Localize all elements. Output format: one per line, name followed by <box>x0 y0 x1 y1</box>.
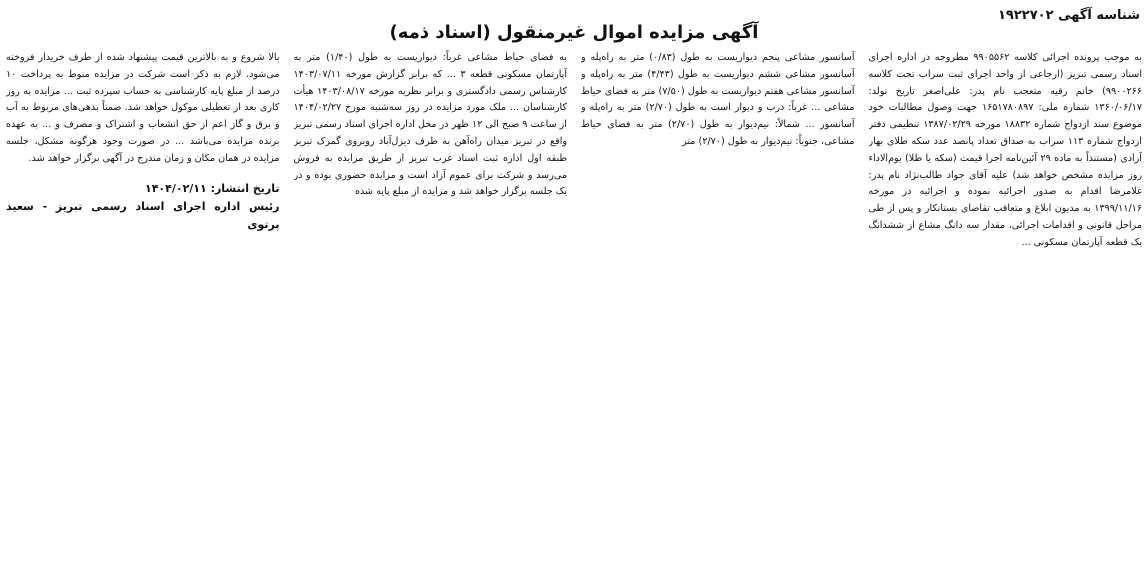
notice-columns <box>6 50 1142 576</box>
notice-id: شناسه آگهی ۱۹۲۲۷۰۲ <box>998 8 1140 23</box>
notice-footer <box>6 180 280 234</box>
notice-title: آگهی مزایده اموال غیرمنقول (اسناد ذمه) <box>389 22 759 43</box>
column-3-text: به فضای حیاط مشاعی غرباً: دیواریست به طول (۱/۴۰) متر به آپارتمان مسکونی قطعه ۳ ... که برابر گزارش مورخه ۱۴۰۳/۰۷/۱۱ کارشناس رسمی دادگستری و برابر نظریه مورخه ۱۴۰۳/۰۸/۱۷ هیأت کارشناسان ... ملک مورد مزایده در روز سه‌شنبه مورخ ۱۴۰۴/۰۲/۲۷ از ساعت ۹ صبح الی ۱۲ ظهر در محل اداره اجرای اسناد رسمی تبریز واقع در تبریز میدان راه‌آهن به طرف دیزل‌آباد روبروی گمرک تبریز طبقه اول اداره ثبت اسناد غرب تبریز از طریق مزایده به فروش می‌رسد و شرکت برای عموم آزاد است و مزایده حضوری بوده و در یک جلسه برگزار خواهد شد و مزایده از مبلغ پایه شده <box>293 52 567 198</box>
column-1 <box>869 50 1143 576</box>
column-3 <box>294 50 568 576</box>
column-1-text: به موجب پرونده اجرائی کلاسه ۹۹۰۵۵۶۲ مطروحه در اداره اجرای اسناد رسمی تبریز (ارجاعی از واحد اجرای ثبت سراب تحت کلاسه ۹۹۰۰۲۶۶) خانم رقیه متعجب نام پدر: علی‌اصغر تاریخ تولد: ۱۳۶۰/۰۶/۱۷ شماره ملی: ۱۶۵۱۷۸۰۸۹۷ جهت وصول مطالبات خود موضوع سند ازدواج شماره ۱۸۸۳۲ مورخه ۱۳۸۷/۰۲/۲۹ تنظیمی دفتر ازدواج شماره ۱۱۳ سراب به صداق تعداد پانصد عدد سکه طلای بهار آزادی (مستنداً به ماده ۲۹ آئین‌نامه اجرا قیمت (سکه یا طلا) یوم‌الاداء روز مزایده مشخص خواهد شد) علیه آقای جواد طالب‌نژاد نام پدر: غلامرضا اقدام به صدور اجرائیه نموده و اجرائیه در مورخه ۱۳۹۹/۱۱/۱۶ به مدیون ابلاغ و متعاقب تقاضای بستانکار و پس از طی مراحل قانونی و اقدامات اجرائی، مقدار سه دانگ مشاع از ششدانگ یک قطعه آپارتمان مسکونی ... <box>868 52 1142 248</box>
notice-header <box>0 0 1148 42</box>
signature: رئیس اداره اجرای اسناد رسمی تبریز - سعید پرتوی <box>6 199 280 231</box>
column-4-text: بالا شروع و به بالاترین قیمت پیشنهاد شده از طرف خریدار فروخته می‌شود. لازم به ذکر است شرکت در مزایده منوط به پرداخت ۱۰ درصد از مبلغ پایه کارشناسی به حساب سپرده ثبت ... مزایده به روز کاری بعد از تعطیلی موکول خواهد شد. ضمناً بدهی‌های مربوط به آب و برق و گاز اعم از حق انشعاب و اشتراک و مصرف و ... به عهده برنده مزایده می‌باشد ... در صورت وجود هرگونه مشکل، جلسه مزایده در همان مکان و زمان مندرج در آگهی برگزار خواهد شد. <box>6 52 280 164</box>
publish-date: تاریخ انتشار: ۱۴۰۴/۰۲/۱۱ <box>144 181 280 195</box>
column-4 <box>6 50 280 576</box>
column-2 <box>581 50 855 576</box>
column-2-text: آسانسور مشاعی پنجم دیواریست به طول (۰/۸۳) متر به راه‌پله و آسانسور مشاعی ششم دیواریست به طول (۴/۴۳) متر به راه‌پله و آسانسور مشاعی هفتم دیواریست به طول (۷/۵۰) متر به فضای حیاط مشاعی ... غرباً: درب و دیوار است به طول (۲/۷۰) متر به راه‌پله و آسانسور ... شمالاً: نیم‌دیوار به طول (۲/۷۰) متر به فضای حیاط مشاعی، جنوباً: نیم‌دیوار به طول (۲/۷۰) متر <box>581 52 855 147</box>
